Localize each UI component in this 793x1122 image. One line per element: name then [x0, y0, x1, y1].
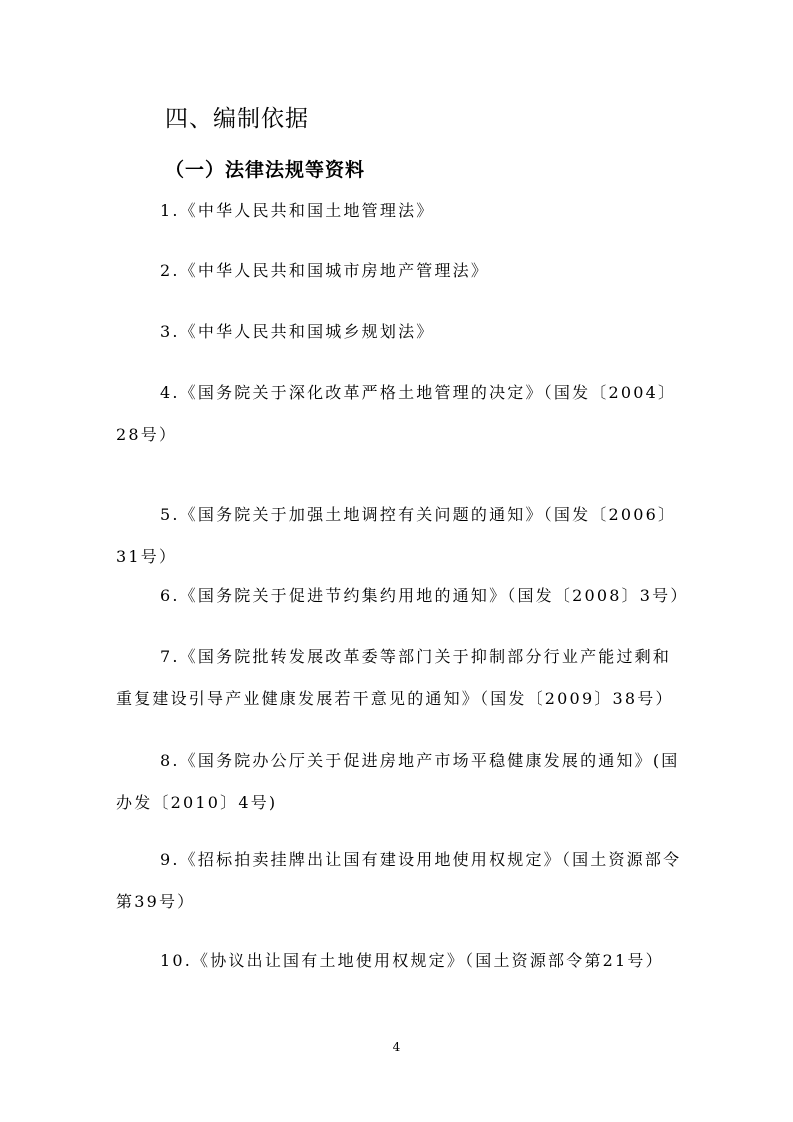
reference-item-7: 7.《国务院批转发展改革委等部门关于抑制部分行业产能过剩和重复建设引导产业健康发展若干意见的通知》（国发〔2009〕38号）: [116, 647, 674, 708]
page-number: 4: [392, 1040, 401, 1054]
reference-item-6: 6.《国务院关于促进节约集约用地的通知》（国发〔2008〕3号）: [160, 586, 689, 605]
reference-item-2: 2.《中华人民共和国城市房地产管理法》: [160, 261, 490, 280]
reference-item-5: 5.《国务院关于加强土地调控有关问题的通知》（国发〔2006〕31号）: [116, 505, 677, 566]
reference-item-1: 1.《中华人民共和国土地管理法》: [160, 201, 435, 220]
reference-item-4: 4.《国务院关于深化改革严格土地管理的决定》（国发〔2004〕28号）: [116, 383, 677, 444]
reference-item-10: 10.《协议出让国有土地使用权规定》（国土资源部令第21号）: [160, 951, 664, 970]
reference-item-9: 9.《招标拍卖挂牌出让国有建设用地使用权规定》（国土资源部令第39号）: [116, 850, 682, 911]
section-title: 四、编制依据: [165, 106, 309, 132]
subsection-title: （一）法律法规等资料: [165, 159, 366, 181]
reference-item-8: 8.《国务院办公厅关于促进房地产市场平稳健康发展的通知》(国办发〔2010〕4号): [116, 751, 680, 812]
reference-item-3: 3.《中华人民共和国城乡规划法》: [160, 322, 435, 341]
